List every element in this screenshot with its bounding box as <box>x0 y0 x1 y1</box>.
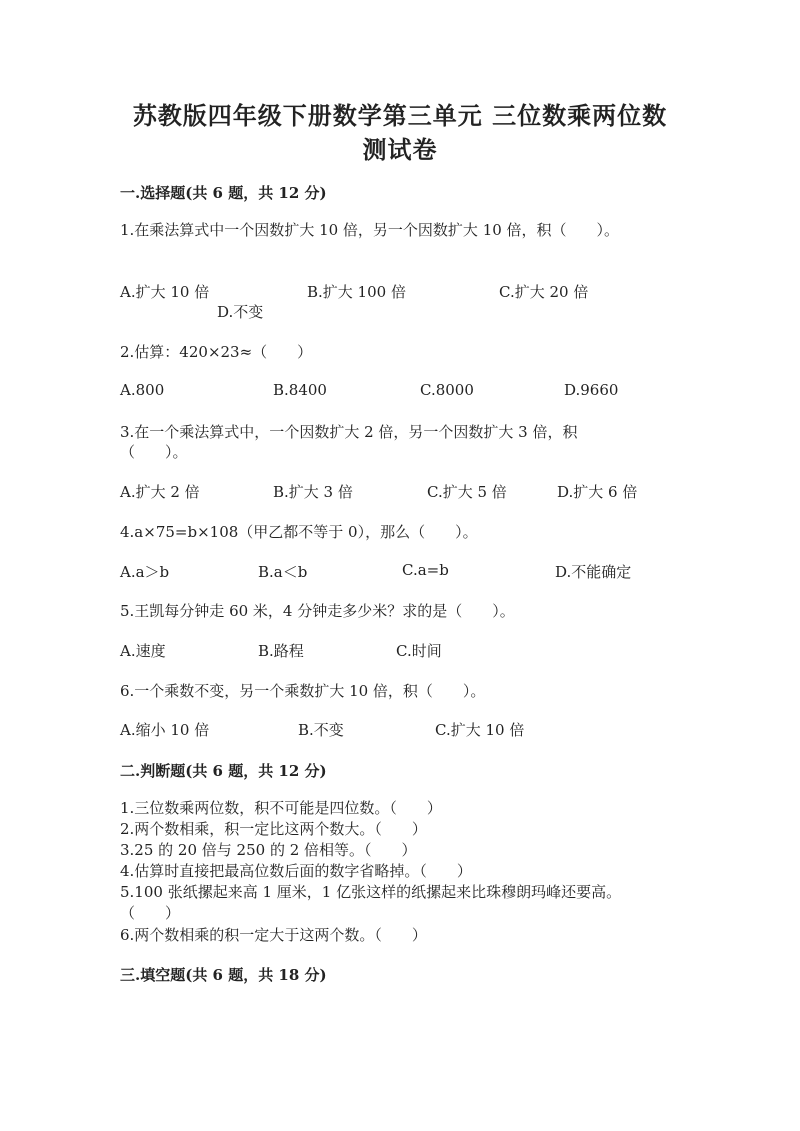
judgement-item-5: 5.100 张纸摞起来高 1 厘米，1 亿张这样的纸摞起来比珠穆朗玛峰还要高。 <box>120 883 622 901</box>
judgement-item-1: 1.三位数乘两位数，积不可能是四位数。（ ） <box>120 799 442 817</box>
q3-option-d: D.扩大 6 倍 <box>557 483 638 501</box>
judgement-item-3: 3.25 的 20 倍与 250 的 2 倍相等。（ ） <box>120 841 417 859</box>
judgement-item-4: 4.估算时直接把最高位数后面的数字省略掉。（ ） <box>120 862 472 880</box>
judgement-item-2: 2.两个数相乘，积一定比这两个数大。（ ） <box>120 820 427 838</box>
question-1: 1.在乘法算式中一个因数扩大 10 倍，另一个因数扩大 10 倍，积（ ）。 <box>120 221 620 239</box>
q6-option-a: A.缩小 10 倍 <box>120 721 210 739</box>
q5-option-c: C.时间 <box>396 642 442 660</box>
section-heading-judgement: 二.判断题(共 6 题，共 12 分) <box>120 762 327 780</box>
question-6: 6.一个乘数不变，另一个乘数扩大 10 倍，积（ ）。 <box>120 682 486 700</box>
page-title-line2: 测试卷 <box>362 135 438 164</box>
q4-option-c: C.a=b <box>402 561 449 579</box>
q2-option-a: A.800 <box>120 381 165 399</box>
section-heading-choice: 一.选择题(共 6 题，共 12 分) <box>120 184 327 202</box>
question-5: 5.王凯每分钟走 60 米，4 分钟走多少米？求的是（ ）。 <box>120 602 515 620</box>
page-title-line1: 苏教版四年级下册数学第三单元 三位数乘两位数 <box>132 101 668 130</box>
q4-option-b: B.a＜b <box>258 563 308 581</box>
question-2: 2.估算：420×23≈（ ） <box>120 343 313 361</box>
q3-option-c: C.扩大 5 倍 <box>427 483 507 501</box>
judgement-item-5-answer: （ ） <box>120 904 181 922</box>
question-4: 4.a×75=b×108（甲乙都不等于 0），那么（ ）。 <box>120 523 478 541</box>
q5-option-a: A.速度 <box>120 642 166 660</box>
q2-option-b: B.8400 <box>273 381 327 399</box>
q6-option-c: C.扩大 10 倍 <box>435 721 525 739</box>
q6-option-b: B.不变 <box>298 721 344 739</box>
q4-option-d: D.不能确定 <box>555 563 632 581</box>
q3-option-b: B.扩大 3 倍 <box>273 483 353 501</box>
q5-option-b: B.路程 <box>258 642 304 660</box>
q1-option-a: A.扩大 10 倍 <box>120 283 210 301</box>
q4-option-a: A.a＞b <box>120 563 170 581</box>
section-heading-fill-blank: 三.填空题(共 6 题，共 18 分) <box>120 966 327 984</box>
q1-option-b: B.扩大 100 倍 <box>307 283 406 301</box>
judgement-item-6: 6.两个数相乘的积一定大于这两个数。（ ） <box>120 926 427 944</box>
q3-option-a: A.扩大 2 倍 <box>120 483 200 501</box>
q1-option-c: C.扩大 20 倍 <box>499 283 589 301</box>
question-3-line2: （ ）。 <box>120 443 188 461</box>
q1-option-d: D.不变 <box>217 303 264 321</box>
q2-option-d: D.9660 <box>564 381 619 399</box>
question-3-line1: 3.在一个乘法算式中，一个因数扩大 2 倍，另一个因数扩大 3 倍，积 <box>120 423 578 441</box>
q2-option-c: C.8000 <box>420 381 474 399</box>
